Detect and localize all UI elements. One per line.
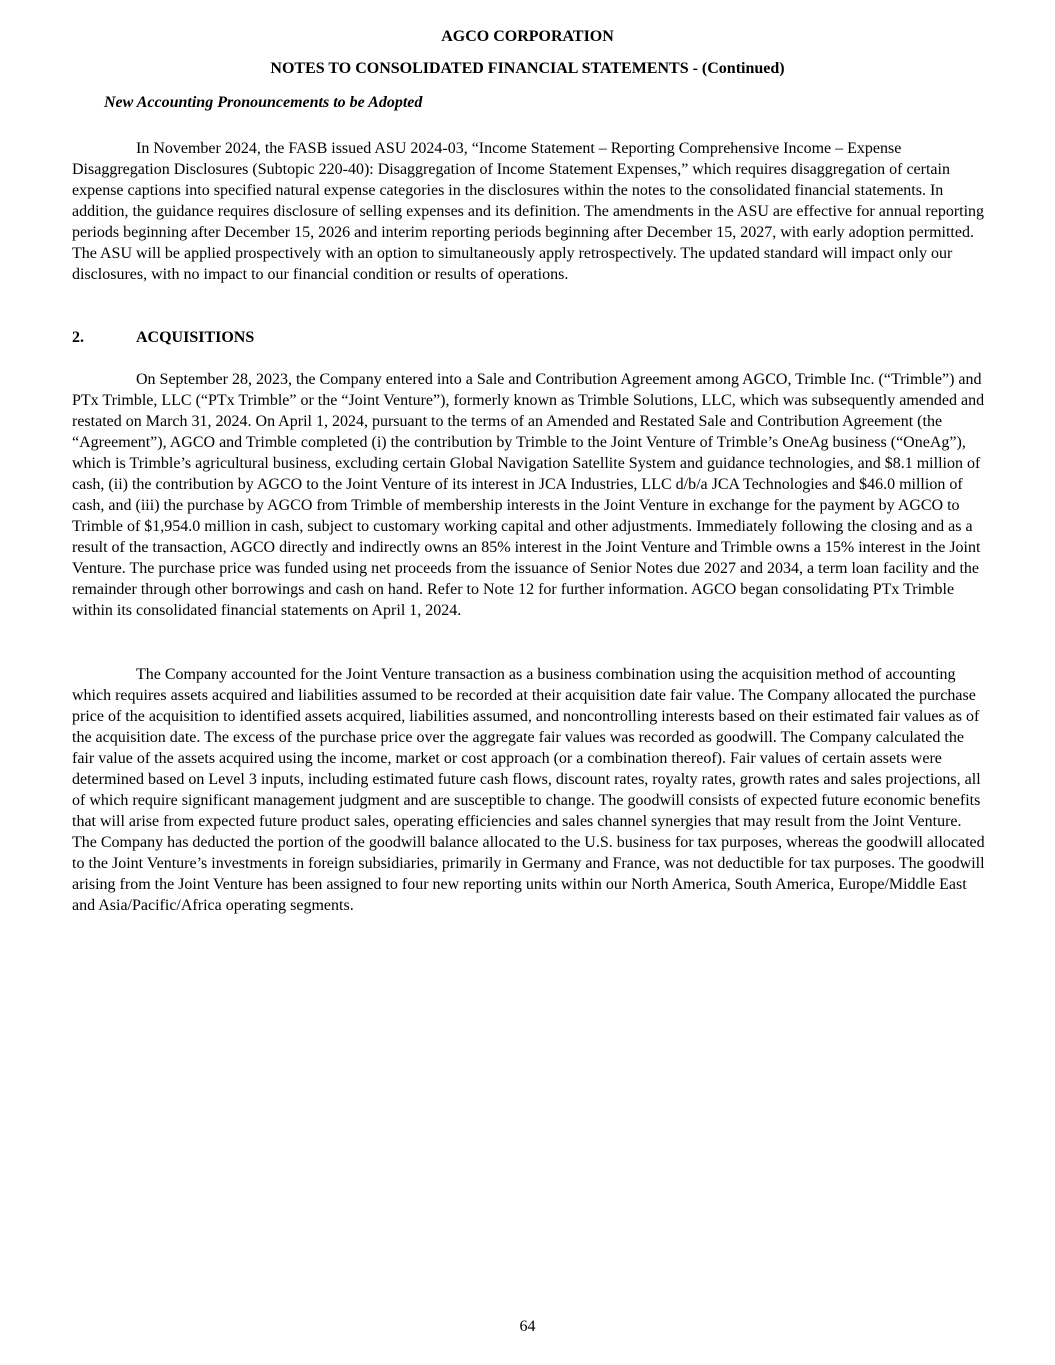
page-title: NOTES TO CONSOLIDATED FINANCIAL STATEMENTS - (Continued)	[270, 60, 785, 77]
new-pronouncements-paragraph: In November 2024, the FASB issued ASU 2024-03, “Income Statement – Reporting Comprehensive Income – Expense Disaggregation Disclosures (Subtopic 220-40): Disaggregation of Income Statement Expenses,” which requires disaggregation of certain expense captions into specified natural expense categories in the disclosures within the notes to the consolidated financial statements. In addition, the guidance requires disclosure of selling expenses and its definition. The amendments in the ASU are effective for annual reporting periods beginning after December 15, 2026 and interim reporting periods beginning after December 15, 2027, with early adoption permitted. The ASU will be applied prospectively with an option to simultaneously apply retrospectively. The updated standard will impact only our disclosures, with no impact to our financial condition or results of operations.	[72, 140, 985, 283]
section-number: 2.	[72, 329, 84, 346]
new-pronouncements-heading: New Accounting Pronouncements to be Adopted	[104, 94, 423, 111]
section-title: ACQUISITIONS	[136, 329, 255, 346]
company-name: AGCO CORPORATION	[441, 28, 614, 45]
acquisitions-paragraph-1: On September 28, 2023, the Company entered into a Sale and Contribution Agreement among AGCO, Trimble Inc. (“Trimble”) and PTx Trimble, LLC (“PTx Trimble” or the “Joint Venture”), formerly known as Trimble Solutions, LLC, which was subsequently amended and restated on March 31, 2024. On April 1, 2024, pursuant to the terms of an Amended and Restated Sale and Contribution Agreement (the “Agreement”), AGCO and Trimble completed (i) the contribution by Trimble to the Joint Venture of Trimble’s OneAg business (“OneAg”), which is Trimble’s agricultural business, excluding certain Global Navigation Satellite System and guidance technologies, and $8.1 million of cash, (ii) the contribution by AGCO to the Joint Venture of its interest in JCA Industries, LLC d/b/a JCA Technologies and $46.0 million of cash, and (iii) the purchase by AGCO from Trimble of membership interests in the Joint Venture in exchange for the payment by AGCO to Trimble of $1,954.0 million in cash, subject to customary working capital and other adjustments. Immediately following the closing and as a result of the transaction, AGCO directly and indirectly owns an 85% interest in the Joint Venture and Trimble owns a 15% interest in the Joint Venture. The purchase price was funded using net proceeds from the issuance of Senior Notes due 2027 and 2034, a term loan facility and the remainder through other borrowings and cash on hand. Refer to Note 12 for further information. AGCO began consolidating PTx Trimble within its consolidated financial statements on April 1, 2024.	[72, 371, 985, 619]
acquisitions-heading	[72, 327, 254, 348]
page-number: 64	[519, 1318, 536, 1335]
acquisitions-paragraph-2: The Company accounted for the Joint Venture transaction as a business combination using the acquisition method of accounting which requires assets acquired and liabilities assumed to be recorded at their acquisition date fair value. The Company allocated the purchase price of the acquisition to identified assets acquired, liabilities assumed, and noncontrolling interests based on their estimated fair values as of the acquisition date. The excess of the purchase price over the aggregate fair values was recorded as goodwill. The Company calculated the fair value of the assets acquired using the income, market or cost approach (or a combination thereof). Fair values of certain assets were determined based on Level 3 inputs, including estimated future cash flows, discount rates, royalty rates, growth rates and sales projections, all of which require significant management judgment and are susceptible to change. The goodwill consists of expected future economic benefits that will arise from expected future product sales, operating efficiencies and sales channel synergies that may result from the Joint Venture. The Company has deducted the portion of the goodwill balance allocated to the U.S. business for tax purposes, whereas the goodwill allocated to the Joint Venture’s investments in foreign subsidiaries, primarily in Germany and France, was not deductible for tax purposes. The goodwill arising from the Joint Venture has been assigned to four new reporting units within our North America, South America, Europe/Middle East and Asia/Pacific/Africa operating segments.	[72, 666, 985, 914]
